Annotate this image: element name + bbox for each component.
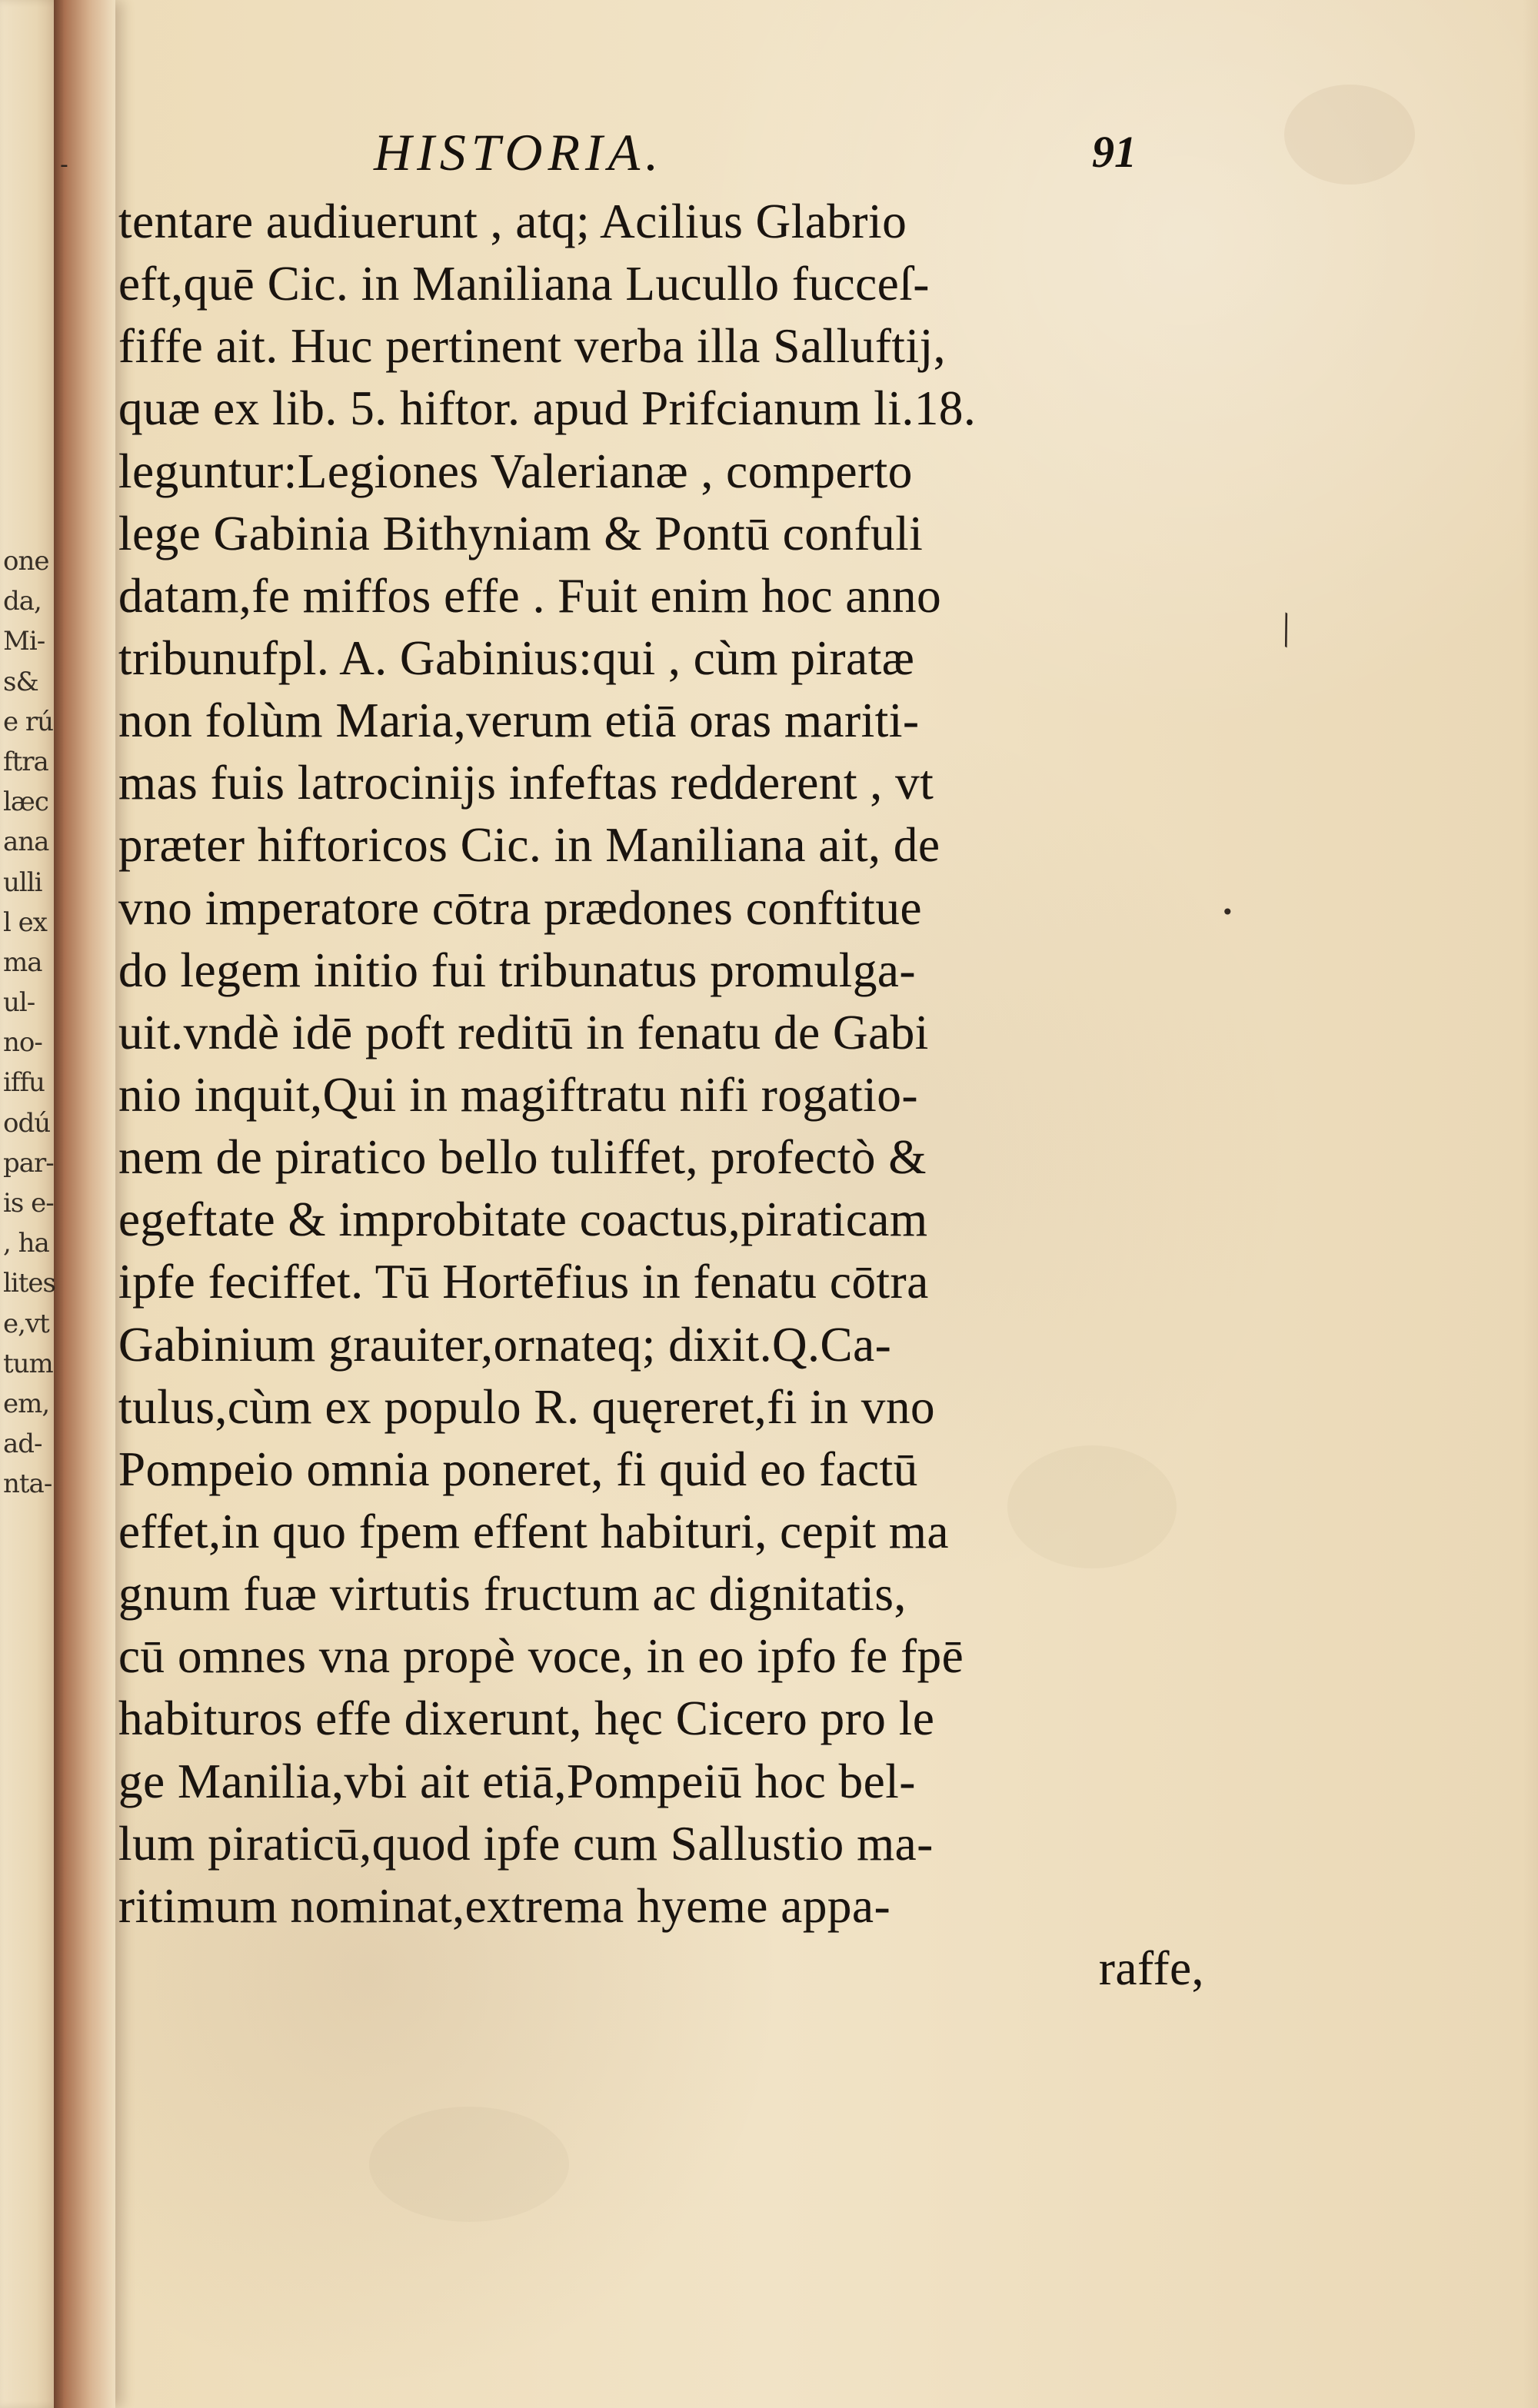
left-fragment: ulli: [3, 866, 42, 898]
left-fragment: odú: [3, 1107, 51, 1139]
left-fragment: s&: [3, 666, 38, 697]
left-fragment: da,: [3, 586, 42, 617]
text-line: Gabinium grauiter,ornateq; dixit.Q.Ca-: [118, 1317, 892, 1372]
page-body-text: [118, 191, 1218, 2000]
left-fragment: nta-: [3, 1468, 52, 1500]
text-line: eft,quē Cic. in Maniliana Lucullo fucceſ-: [118, 257, 930, 311]
left-fragment: one: [3, 546, 49, 577]
left-fragment: is e-: [3, 1188, 54, 1219]
left-fragment: , ha: [3, 1228, 49, 1259]
text-line: datam,fe miffos effe . Fuit enim hoc anno: [118, 568, 942, 623]
text-line: Pompeio omnia poneret, fi quid eo factū: [118, 1442, 918, 1496]
text-line: tulus,cùm ex populo R. quęreret,fi in vno: [118, 1379, 936, 1434]
paper-stain: [369, 2107, 569, 2222]
text-line: tribunufpl. A. Gabinius:qui , cùm piratæ: [118, 630, 915, 685]
left-fragment: ad-: [3, 1429, 42, 1460]
text-line: lege Gabinia Bithyniam & Pontū confuli: [118, 506, 924, 560]
text-line: egeftate & improbitate coactus,piraticam: [118, 1192, 928, 1247]
text-line: do legem initio fui tribunatus promulga-: [118, 943, 917, 997]
text-line: uit.vndè idē poft reditū in fenatu de Gabi: [118, 1005, 929, 1059]
left-fragment: ftra: [3, 746, 48, 777]
left-margin-fragments: [3, 541, 58, 1505]
text-line: nem de piratico bello tuliffet, profectò &: [118, 1130, 927, 1185]
left-fragment: e,vt: [3, 1308, 49, 1339]
margin-dot-mark: •: [1221, 900, 1234, 925]
left-fragment: iffu: [3, 1067, 45, 1099]
left-fragment: e rú: [3, 706, 54, 737]
text-line: cū omnes vna propè voce, in eo ipfo fe fpē: [118, 1629, 964, 1684]
text-line: ge Manilia,vbi ait etiā,Pompeiū hoc bel-: [118, 1754, 916, 1808]
text-line: effet,in quo fpem effent habituri, cepit ma: [118, 1504, 950, 1558]
left-fragment: ul-: [3, 987, 35, 1019]
text-line: lum piraticū,quod ipfe cum Sallustio ma-: [118, 1816, 934, 1871]
book-spine-shadow: [54, 0, 115, 2408]
left-fragment: no-: [3, 1027, 42, 1059]
left-fragment: Mi-: [3, 626, 45, 657]
paper-stain: [1284, 85, 1415, 185]
text-line: ipfe feciffet. Tū Hortēfius in fenatu cōtra: [118, 1255, 929, 1309]
left-fragment: tum: [3, 1348, 53, 1379]
text-line: mas fuis latrocinijs infeftas redderent , vt: [118, 756, 934, 810]
text-line: ritimum nominat,extrema hyeme appa-: [118, 1878, 891, 1933]
text-line: fiffe ait. Huc pertinent verba illa Salluftij,: [118, 319, 947, 374]
text-line: leguntur:Legiones Valerianæ , comperto: [118, 444, 913, 498]
right-page-edge: [1523, 0, 1538, 2408]
left-fragment: ma: [3, 946, 42, 978]
text-line: nio inquit,Qui in magiftratu nifi rogatio-: [118, 1067, 919, 1122]
left-fragment: lites: [3, 1268, 55, 1299]
left-fragment: læc: [3, 787, 48, 818]
page-number: 91: [1092, 127, 1137, 177]
text-line: non folùm Maria,verum etiā oras mariti-: [118, 693, 920, 748]
left-fragment: l ex: [3, 906, 47, 938]
text-line: præter hiftoricos Cic. in Maniliana ait, de: [118, 818, 940, 873]
text-line: quæ ex lib. 5. hiftor. apud Prifcianum li.18.: [118, 381, 977, 436]
left-fragment: par-: [3, 1147, 54, 1179]
corner-mark: -: [60, 151, 68, 178]
left-fragment: ana: [3, 827, 49, 858]
text-line: tentare audiuerunt , atq; Acilius Glabrio: [118, 195, 907, 248]
margin-check-mark: ╲: [1271, 613, 1300, 648]
running-head: HISTORIA.: [374, 123, 664, 181]
text-line: raffe,: [1098, 1941, 1204, 1995]
left-fragment: em,: [3, 1388, 50, 1419]
text-line: vno imperatore cōtra prædones conftitue: [118, 880, 923, 935]
text-line: habituros effe dixerunt, hęc Cicero pro le: [118, 1691, 935, 1746]
text-line: gnum fuæ virtutis fructum ac dignitatis,: [118, 1567, 907, 1621]
